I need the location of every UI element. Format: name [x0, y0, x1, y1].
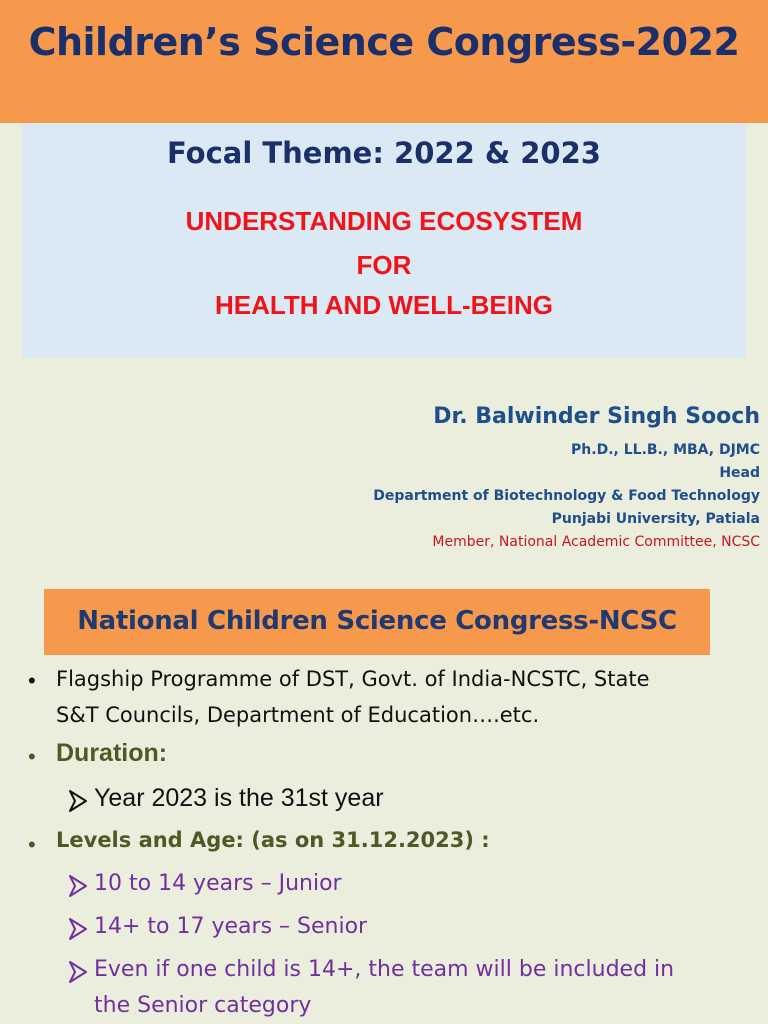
theme-line-3: HEALTH AND WELL-BEING [215, 290, 553, 320]
arrow-bullet-icon [68, 790, 88, 812]
arrow-bullet-icon [68, 875, 88, 897]
focal-theme-box [22, 124, 746, 358]
arrow-bullet-icon [68, 961, 88, 983]
author-department: Department of Biotechnology & Food Technology [373, 488, 760, 504]
ncsc-title: National Children Science Congress-NCSC [77, 606, 677, 636]
author-role: Head [719, 465, 760, 481]
team-rule-line-2: the Senior category [94, 993, 312, 1018]
flagship-line-1: Flagship Programme of DST, Govt. of India-NCSTC, State [56, 667, 650, 691]
senior-text: 14+ to 17 years – Senior [94, 914, 368, 939]
team-rule-line-1: Even if one child is 14+, the team will be included in [94, 957, 675, 982]
header-bar [0, 0, 768, 123]
author-member: Member, National Academic Committee, NCSC [432, 534, 760, 550]
author-degrees: Ph.D., LL.B., MBA, DJMC [571, 442, 760, 458]
slide-title: Children’s Science Congress-2022 [28, 20, 740, 64]
author-university: Punjabi University, Patiala [551, 511, 760, 527]
flagship-text [56, 661, 650, 733]
bullet-dot-icon: • [28, 744, 36, 769]
bullet-dot-icon: • [28, 668, 36, 693]
ncsc-heading-box [44, 589, 710, 655]
bullet-dot-icon: • [28, 832, 36, 857]
team-rule-text [94, 952, 674, 1024]
year-text: Year 2023 is the 31st year [94, 784, 384, 812]
theme-line-1: UNDERSTANDING ECOSYSTEM [185, 206, 583, 236]
flagship-line-2: S&T Councils, Department of Education….etc. [56, 703, 540, 727]
arrow-bullet-icon [68, 918, 88, 940]
focal-theme-heading: Focal Theme: 2022 & 2023 [167, 136, 601, 170]
theme-line-2: FOR [356, 250, 412, 280]
author-name: Dr. Balwinder Singh Sooch [433, 404, 760, 429]
junior-text: 10 to 14 years – Junior [94, 871, 342, 896]
duration-label: Duration: [56, 739, 168, 767]
levels-label: Levels and Age: (as on 31.12.2023) : [56, 828, 490, 852]
